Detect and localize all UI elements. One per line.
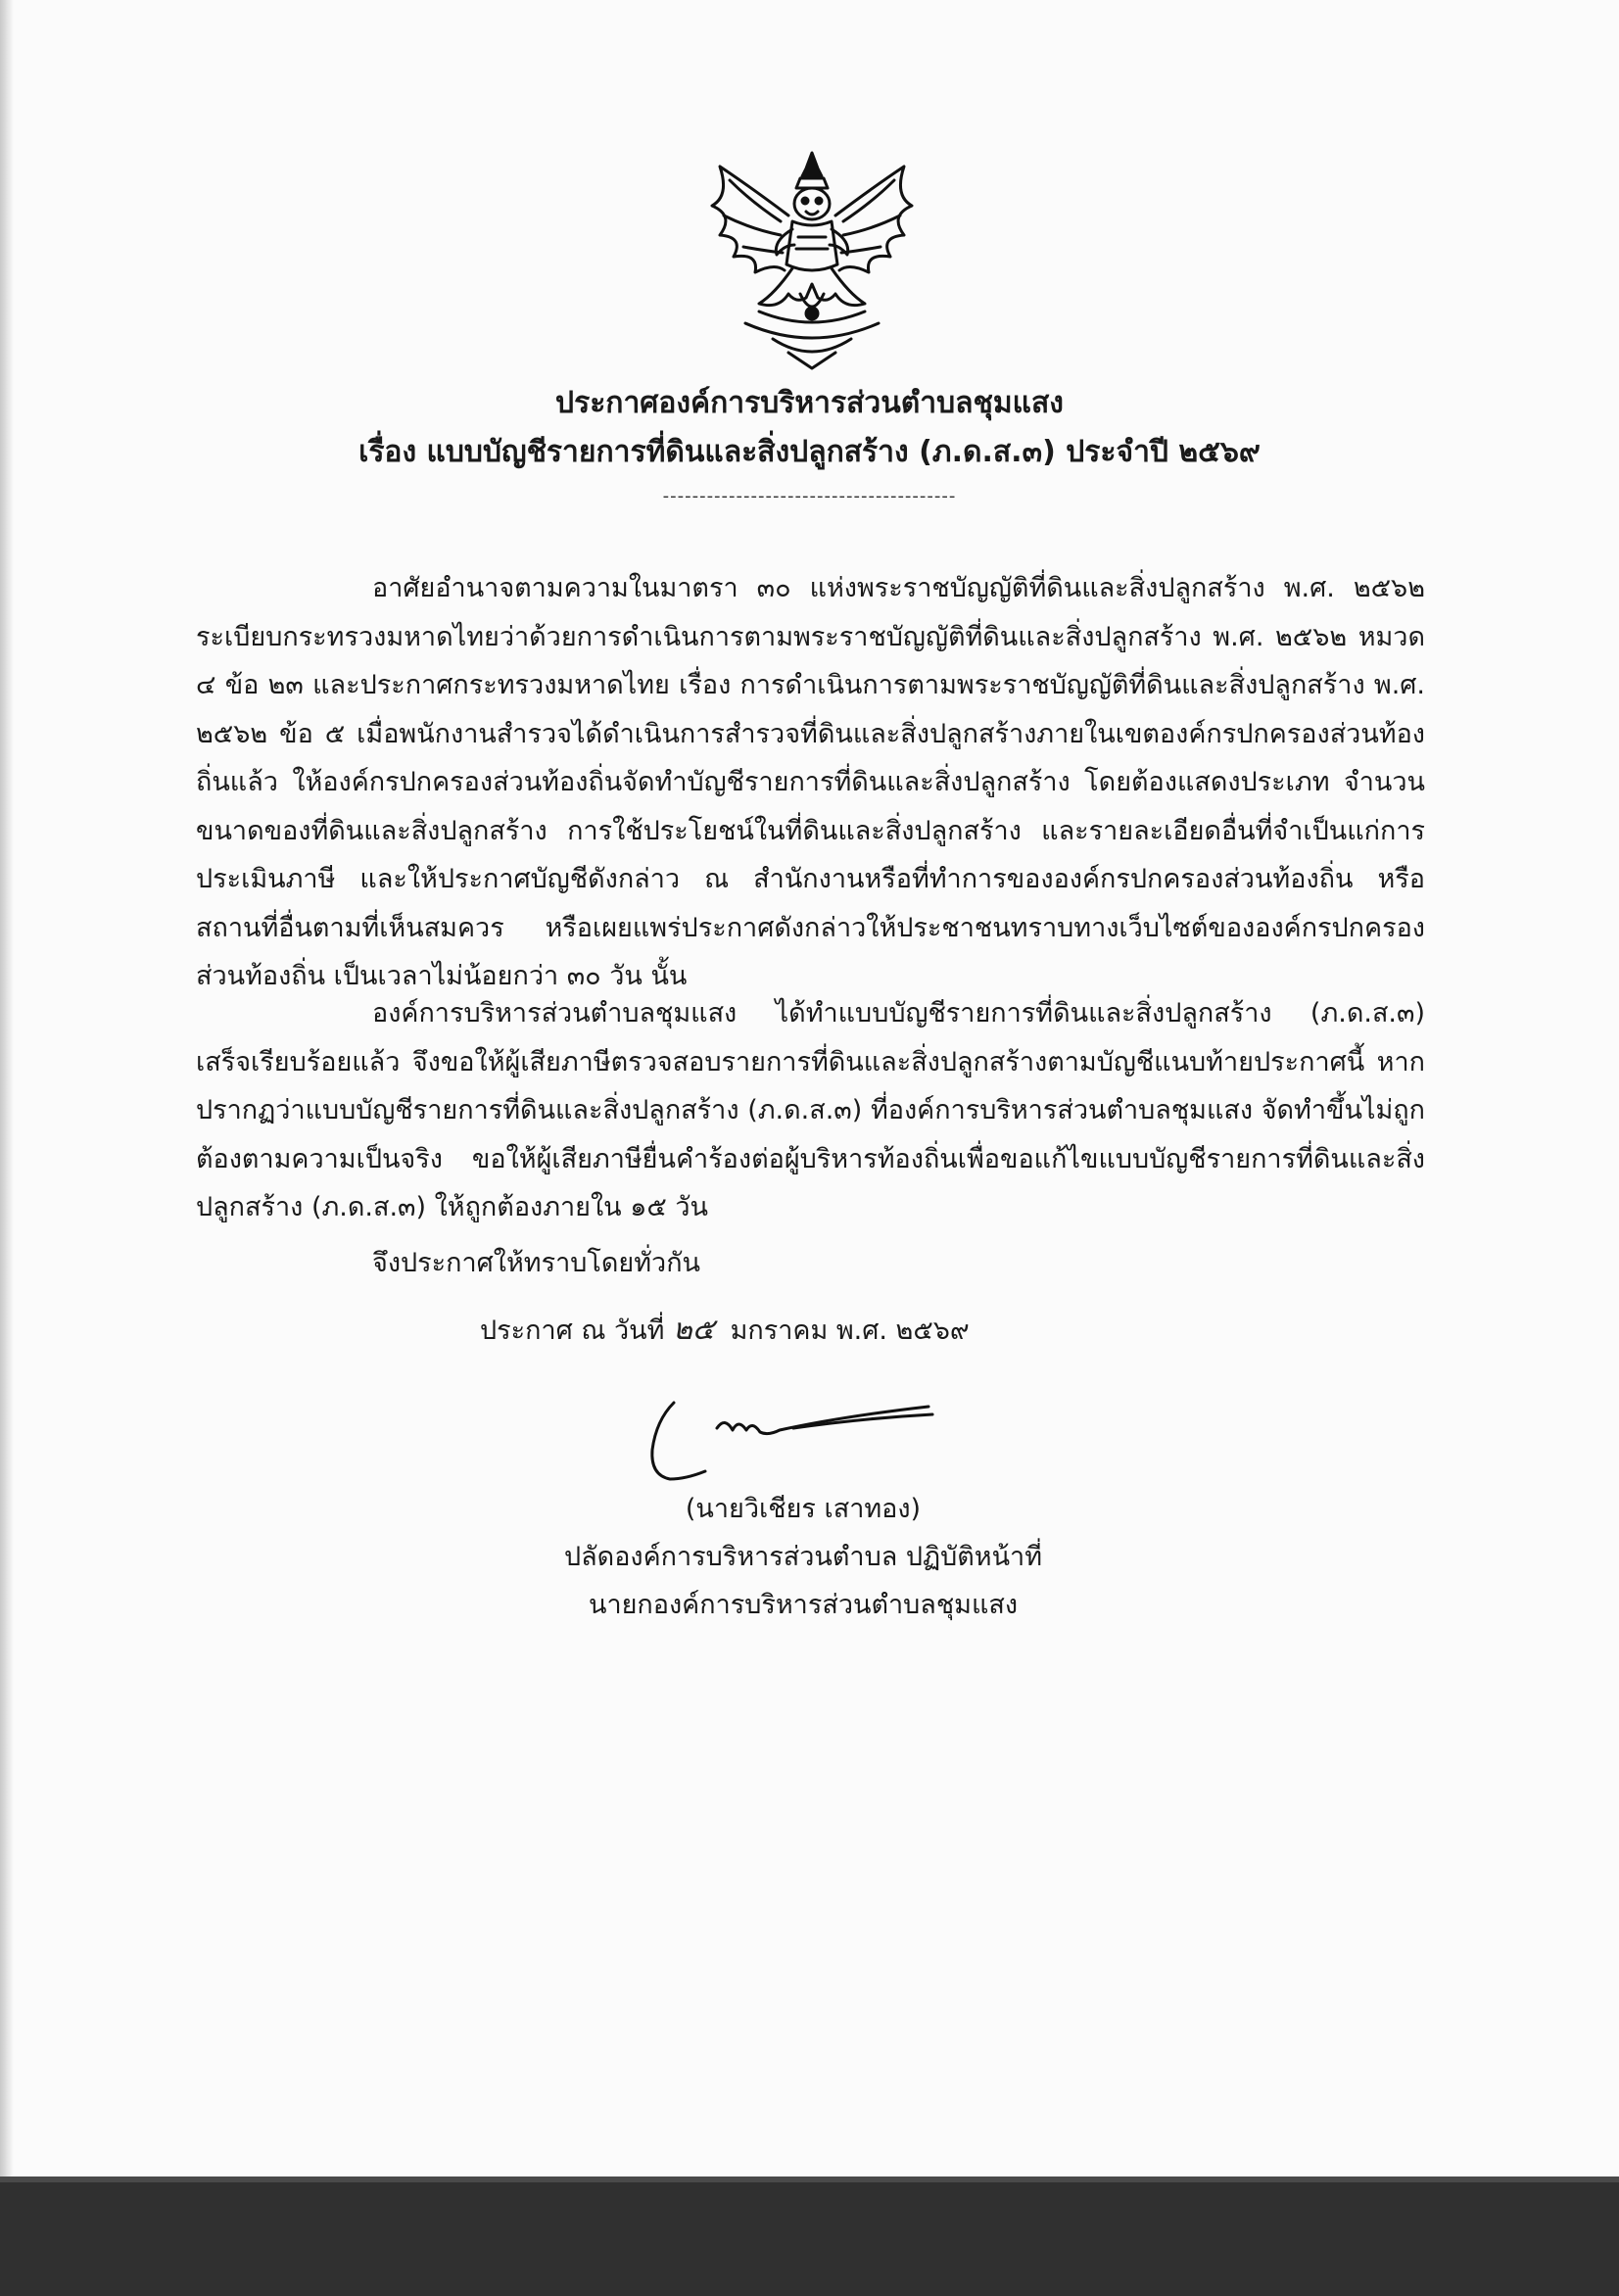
date-prefix: ประกาศ ณ วันที่	[480, 1315, 665, 1346]
body-paragraph-1: อาศัยอำนาจตามความในมาตรา ๓๐ แห่งพระราชบัญญัติที่ดินและสิ่งปลูกสร้าง พ.ศ. ๒๕๖๒ ระเบียบกระทรวงมหาดไทยว่าด้วยการดำเนินการตามพระราชบัญญัติที่ดินและสิ่งปลูกสร้าง พ.ศ. ๒๕๖๒ หมวด ๔ ข้อ ๒๓ และประกาศกระทรวงมหาดไทย เรื่อง การดำเนินการตามพระราชบัญญัติที่ดินและสิ่งปลูกสร้าง พ.ศ. ๒๕๖๒ ข้อ ๕ เมื่อพนักงานสำรวจได้ดำเนินการสำรวจที่ดินและสิ่งปลูกสร้างภายในเขตองค์กรปกครองส่วนท้องถิ่นแล้ว ให้องค์กรปกครองส่วนท้องถิ่นจัดทำบัญชีรายการที่ดินและสิ่งปลูกสร้าง โดยต้องแสดงประเภท จำนวน ขนาดของที่ดินและสิ่งปลูกสร้าง การใช้ประโยชน์ในที่ดินและสิ่งปลูกสร้าง และรายละเอียดอื่นที่จำเป็นแก่การประเมินภาษี และให้ประกาศบัญชีดังกล่าว ณ สำนักงานหรือที่ทำการขององค์กรปกครองส่วนท้องถิ่น หรือสถานที่อื่นตามที่เห็นสมควร หรือเผยแพร่ประกาศดังกล่าวให้ประชาชนทราบทางเว็บไซต์ขององค์กรปกครองส่วนท้องถิ่น เป็นเวลาไม่น้อยกว่า ๓๐ วัน นั้น	[196, 573, 1425, 991]
signatory-position-2: นายกองค์การบริหารส่วนตำบลชุมแสง	[588, 1590, 1019, 1620]
closing-statement: จึงประกาศให้ทราบโดยทั่วกัน	[372, 1248, 700, 1278]
handwritten-signature	[646, 1381, 940, 1489]
scanner-border	[0, 2176, 1619, 2296]
date-day-handwritten: ๒๕	[673, 1313, 715, 1347]
garuda-emblem	[690, 147, 933, 372]
signatory-block	[509, 1485, 1097, 1629]
announcement-subject: เรื่อง แบบบัญชีรายการที่ดินและสิ่งปลูกสร้าง (ภ.ด.ส.๓) ประจำปี ๒๕๖๙	[358, 435, 1261, 469]
signatory-name: (นายวิเชียร เสาทอง)	[685, 1494, 922, 1524]
body-paragraph-2: องค์การบริหารส่วนตำบลชุมแสง ได้ทำแบบบัญชีรายการที่ดินและสิ่งปลูกสร้าง (ภ.ด.ส.๓) เสร็จเรียบร้อยแล้ว จึงขอให้ผู้เสียภาษีตรวจสอบรายการที่ดินและสิ่งปลูกสร้างตามบัญชีแนบท้ายประกาศนี้ หากปรากฏว่าแบบบัญชีรายการที่ดินและสิ่งปลูกสร้าง (ภ.ด.ส.๓) ที่องค์การบริหารส่วนตำบลชุมแสง จัดทำขึ้นไม่ถูกต้องตามความเป็นจริง ขอให้ผู้เสียภาษียื่นคำร้องต่อผู้บริหารท้องถิ่นเพื่อขอแก้ไขแบบบัญชีรายการที่ดินและสิ่งปลูกสร้าง (ภ.ด.ส.๓) ให้ถูกต้องภายใน ๑๕ วัน	[196, 998, 1425, 1222]
announcement-date	[480, 1309, 970, 1353]
announcement-title: ประกาศองค์การบริหารส่วนตำบลชุมแสง	[555, 386, 1064, 420]
date-suffix: มกราคม พ.ศ. ๒๕๖๙	[730, 1315, 970, 1346]
scan-edge-shadow	[0, 0, 14, 2176]
signatory-position-1: ปลัดองค์การบริหารส่วนตำบล ปฏิบัติหน้าที่	[563, 1542, 1042, 1572]
title-divider: ----------------------------------------	[662, 486, 957, 506]
